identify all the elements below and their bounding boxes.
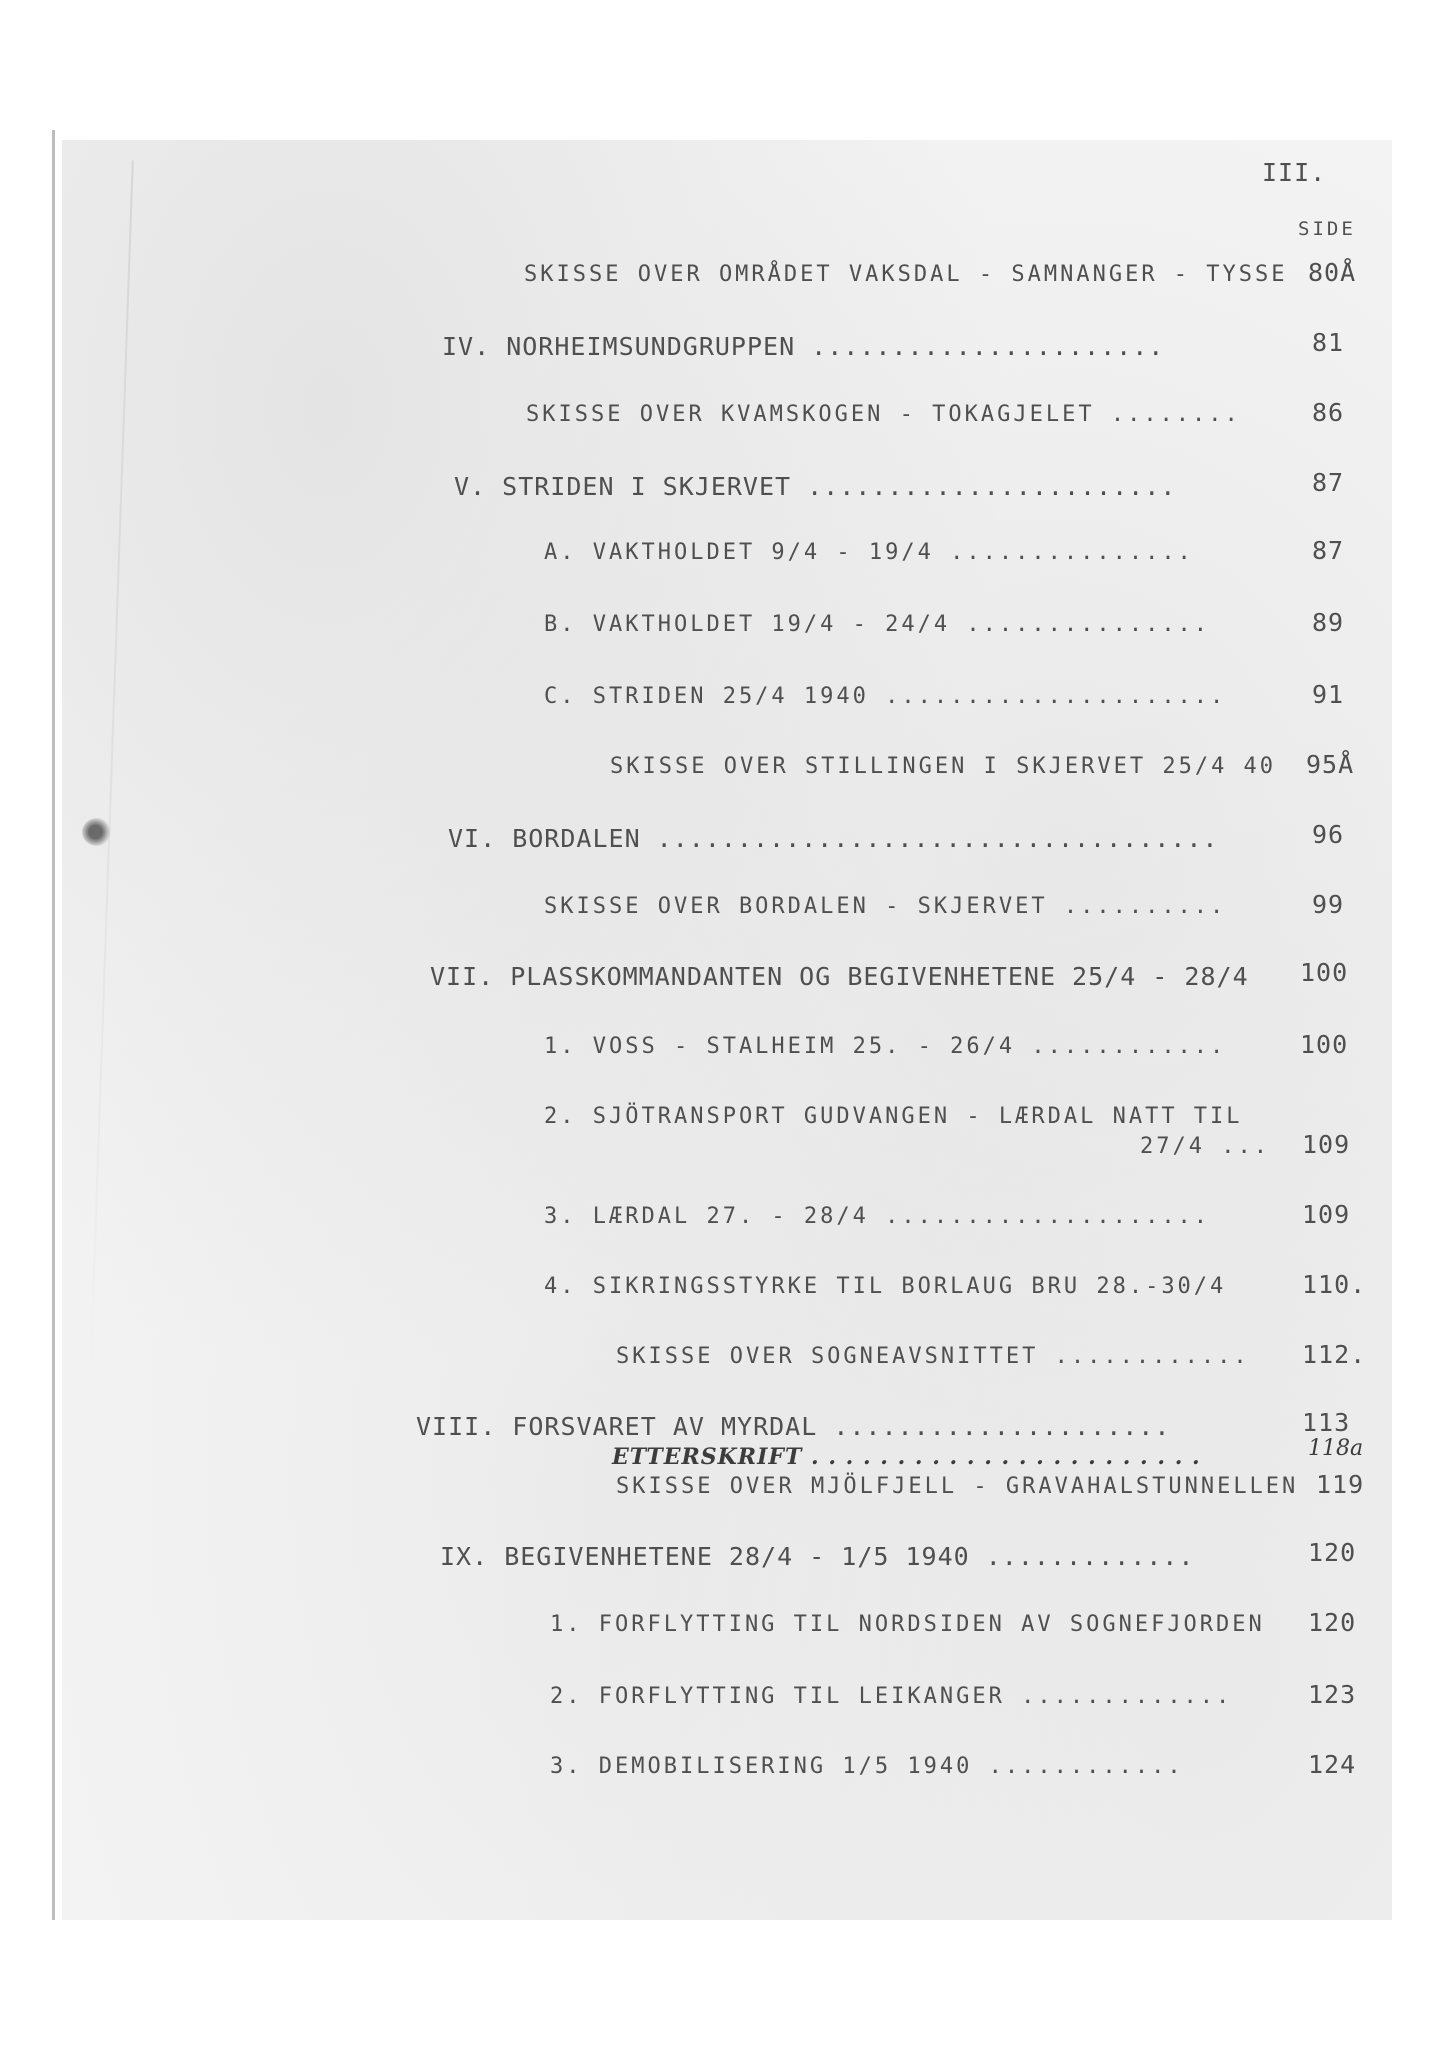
handwritten-postscript: ETTERSKRIFT . . . . . . . . . . . . . . . . . . . . . . .	[612, 1444, 1201, 1470]
toc-entry-text-continued: 27/4 ...	[1140, 1134, 1270, 1159]
toc-entry-text: 4. SIKRINGSSTYRKE TIL BORLAUG BRU 28.-30/4	[544, 1274, 1227, 1299]
toc-entry-text: 1. VOSS - STALHEIM 25. - 26/4 ............	[544, 1034, 1227, 1059]
toc-chapter-page: 87	[1312, 468, 1345, 497]
toc-chapter-page: 120	[1308, 1538, 1357, 1567]
toc-entry-page: 112.	[1302, 1340, 1367, 1369]
page-edge	[52, 130, 55, 1920]
toc-entry-text: 3. LÆRDAL 27. - 28/4 ....................	[544, 1204, 1211, 1229]
toc-entry-text: 2. SJÖTRANSPORT GUDVANGEN - LÆRDAL NATT TIL	[544, 1104, 1243, 1129]
toc-entry-text: A. VAKTHOLDET 9/4 - 19/4 ...............	[544, 540, 1194, 565]
toc-entry-text: 3. DEMOBILISERING 1/5 1940 ............	[550, 1754, 1184, 1779]
page-number: III.	[1262, 158, 1327, 187]
toc-entry-text: SKISSE OVER STILLINGEN I SKJERVET 25/4 40	[610, 754, 1277, 779]
toc-entry-text: SKISSE OVER OMRÅDET VAKSDAL - SAMNANGER - TYSSE	[524, 262, 1288, 287]
toc-entry-page: 86	[1312, 398, 1345, 427]
handwritten-page: 118a	[1308, 1436, 1364, 1461]
toc-entry-text: SKISSE OVER KVAMSKOGEN - TOKAGJELET ........	[526, 402, 1241, 427]
toc-entry-text: C. STRIDEN 25/4 1940 .....................	[544, 684, 1227, 709]
toc-entry-text: SKISSE OVER MJÖLFJELL - GRAVAHALSTUNNELLEN	[616, 1474, 1299, 1499]
toc-entry-text: SKISSE OVER BORDALEN - SKJERVET ..........	[544, 894, 1227, 919]
toc-entry-page: 123	[1308, 1680, 1357, 1709]
toc-chapter-text: IV. NORHEIMSUNDGRUPPEN ......................	[442, 332, 1165, 361]
toc-entry-page: 109	[1302, 1200, 1351, 1229]
toc-chapter-text: IX. BEGIVENHETENE 28/4 - 1/5 1940 .............	[440, 1542, 1195, 1571]
toc-chapter-page: 100	[1300, 958, 1349, 987]
toc-entry-page: 100	[1300, 1030, 1349, 1059]
punch-hole	[82, 818, 112, 846]
toc-entry-text: 2. FORFLYTTING TIL LEIKANGER .............	[550, 1684, 1233, 1709]
toc-entry-page: 91	[1312, 680, 1345, 709]
toc-entry-page: 89	[1312, 608, 1345, 637]
toc-entry-page: 80Å	[1308, 258, 1357, 287]
toc-entry-page: 110.	[1302, 1270, 1367, 1299]
toc-entry-text: 1. FORFLYTTING TIL NORDSIDEN AV SOGNEFJORDEN	[550, 1612, 1265, 1637]
toc-entry-page: 99	[1312, 890, 1345, 919]
toc-entry-page: 119	[1316, 1470, 1365, 1499]
toc-entry-page: 109	[1302, 1130, 1351, 1159]
toc-chapter-page: 96	[1312, 820, 1345, 849]
toc-entry-page: 120	[1308, 1608, 1357, 1637]
toc-entry-text: B. VAKTHOLDET 19/4 - 24/4 ...............	[544, 612, 1211, 637]
toc-entry-text: SKISSE OVER SOGNEAVSNITTET ............	[616, 1344, 1250, 1369]
side-header: SIDE	[1298, 218, 1356, 240]
toc-entry-page: 95Å	[1306, 750, 1355, 779]
toc-entry-page: 124	[1308, 1750, 1357, 1779]
toc-chapter-page: 81	[1312, 328, 1345, 357]
toc-entry-page: 87	[1312, 536, 1345, 565]
toc-chapter-text: VII. PLASSKOMMANDANTEN OG BEGIVENHETENE 25/4 - 28/4	[430, 962, 1249, 991]
toc-chapter-text: VIII. FORSVARET AV MYRDAL .....................	[416, 1412, 1171, 1441]
toc-chapter-page: 113	[1302, 1408, 1351, 1437]
toc-chapter-text: VI. BORDALEN ...................................	[448, 824, 1219, 853]
toc-chapter-text: V. STRIDEN I SKJERVET .......................	[454, 472, 1177, 501]
